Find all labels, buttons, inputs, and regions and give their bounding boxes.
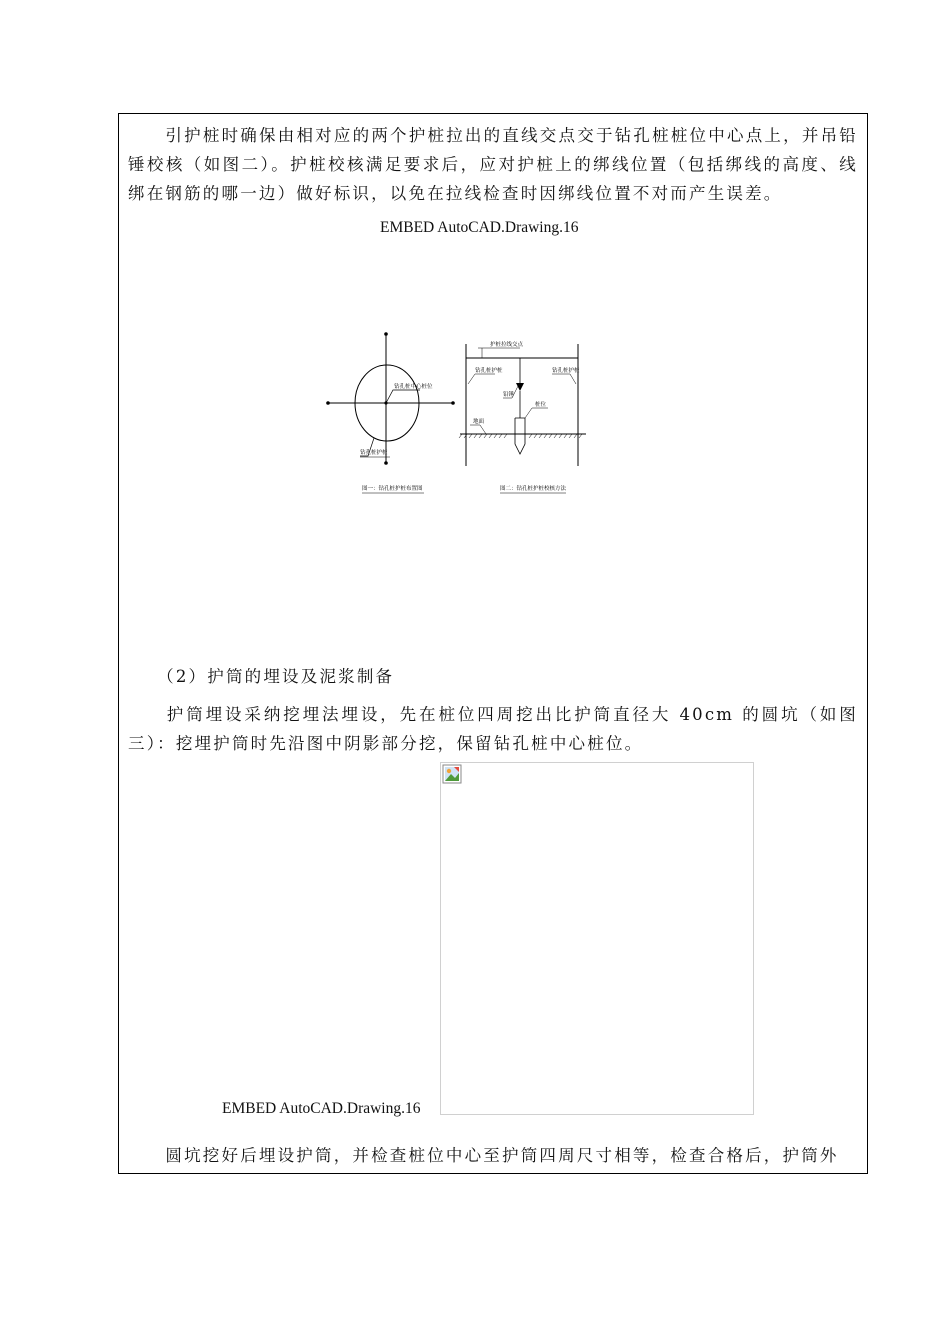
caption-figure-2: 图二：钻孔桩护桩校核方法	[500, 486, 567, 492]
label-pile-position: 桩位	[535, 402, 547, 408]
label-plumb: 铅锤	[503, 392, 515, 398]
cad-drawing-pile-layout	[320, 326, 600, 502]
embed-field-autocad-1: EMBED AutoCAD.Drawing.16	[380, 219, 579, 236]
label-center-pile: 钻孔桩中心桩位	[394, 384, 433, 390]
figure-1	[326, 332, 455, 493]
label-casing: 钻孔桩护桩	[360, 450, 388, 456]
paragraph-pile-protection: 引护桩时确保由相对应的两个护桩拉出的直线交点交于钻孔桩桩位中心点上，并吊铅锤校核（如图二）。护桩校核满足要求后，应对护桩上的绑线位置（包括绑线的高度、线绑在钢筋的哪一边）做好标识，以免在拉线检查时因绑线位置不对而产生误差。	[128, 126, 858, 203]
paragraph-after-excavation: 圆坑挖好后埋设护筒，并检查桩位中心至护筒四周尺寸相等，检查合格后，护筒外	[128, 1146, 839, 1165]
broken-image-icon	[442, 764, 462, 784]
label-left-pile: 钻孔桩护桩	[475, 368, 503, 374]
label-right-pile: 钻孔桩护桩	[552, 368, 580, 374]
paragraph-casing-method: 护筒埋设采纳挖埋法埋设，先在桩位四周挖出比护筒直径大 40cm 的圆坑（如图三）：挖埋护筒时先沿图中阴影部分挖，保留钻孔桩中心桩位。	[128, 705, 858, 753]
figure-2	[459, 340, 586, 493]
label-ground: 地面	[473, 419, 485, 425]
image-placeholder	[440, 762, 754, 1115]
label-intersection: 护桩拉线交点	[490, 342, 524, 348]
caption-figure-1: 图一：钻孔桩护桩布置图	[362, 486, 423, 492]
embed-field-autocad-2: EMBED AutoCAD.Drawing.16	[222, 1100, 421, 1117]
heading-casing-burial: （2）护筒的埋设及泥浆制备	[128, 667, 395, 686]
